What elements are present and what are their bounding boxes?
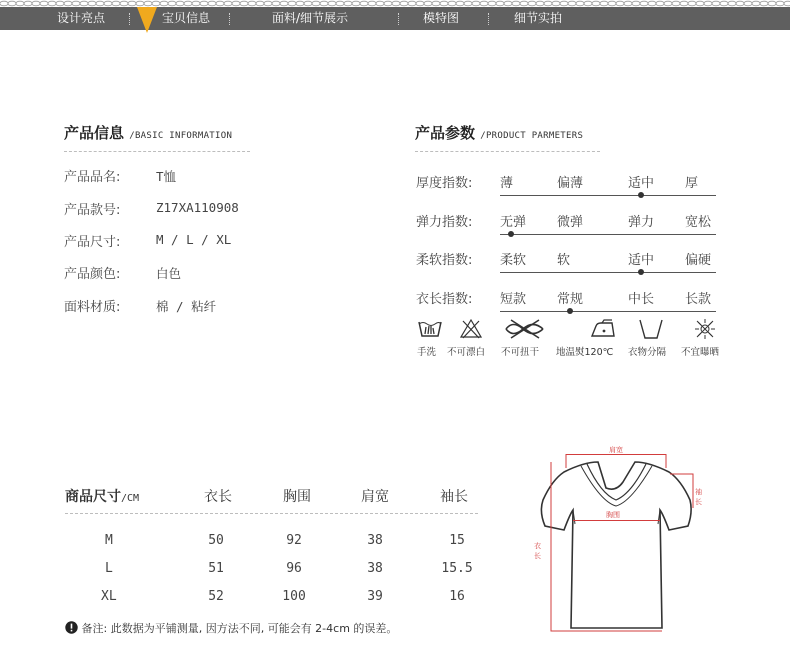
size-label: L [105,561,113,576]
col-header-shoulder: 肩宽 [361,489,389,505]
sleeve-label-1: 袖 [695,488,702,496]
divider [64,151,250,152]
no-wring-icon [503,318,547,340]
param-option: 短款 [500,292,527,307]
param-option: 软 [557,253,571,268]
measurement-note-text: 备注: 此数据为平铺测量, 因方法不同, 可能会有 2-4cm 的误差。 [81,622,398,635]
param-scale-line [500,195,716,196]
param-scale-line [500,311,716,312]
tshirt-outline [541,462,691,628]
info-label-name: 产品品名: [64,170,121,185]
param-label: 柔软指数: [416,253,473,268]
param-scale-line [500,234,716,235]
param-option: 适中 [628,176,655,191]
measurement-note [65,620,397,636]
size-table-heading: 商品尺寸 [65,489,121,505]
size-value: 92 [286,533,302,548]
size-value: 96 [286,561,302,576]
info-icon [65,621,78,634]
param-scale-line [500,272,716,273]
size-value: 51 [208,561,224,576]
tab-model-photos[interactable]: 模特图 [423,11,460,25]
size-value: 15.5 [441,561,473,576]
info-value-material: 棉 / 粘纤 [156,299,217,314]
size-value: 52 [208,589,224,604]
info-label-size: 产品尺寸: [64,235,121,250]
product-params-subtitle: /PRODUCT PARMETERS [480,131,584,141]
care-label-hand-wash: 手洗 [417,347,437,358]
info-label-style-no: 产品款号: [64,203,121,218]
param-option: 长款 [685,292,712,307]
care-label-separate-wash: 衣物分隔 [628,347,667,358]
col-header-sleeve: 袖长 [440,489,468,505]
param-label: 衣长指数: [416,292,473,307]
param-option: 适中 [628,253,655,268]
param-option: 微弹 [557,215,584,230]
top-border-decoration [0,0,790,7]
no-bleach-icon [460,318,482,340]
param-option: 弹力 [628,215,655,230]
length-label-2: 长 [534,552,541,560]
col-header-length: 衣长 [204,489,232,505]
product-params-title: 产品参数 [415,124,476,142]
param-option: 偏薄 [557,176,584,191]
care-label-no-sun: 不宜曝晒 [681,347,720,358]
shoulder-measure-line [566,454,666,455]
param-option: 柔软 [500,253,527,268]
size-value: 15 [449,533,465,548]
param-option: 宽松 [685,215,712,230]
info-label-material: 面料材质: [64,300,121,315]
info-value-style-no: Z17XA110908 [156,200,239,215]
size-value: 38 [367,533,383,548]
table-divider [65,513,478,514]
nav-separator [129,13,130,25]
param-selected-dot [638,192,644,198]
param-option: 偏硬 [685,253,712,268]
param-option: 薄 [500,176,514,191]
param-label: 弹力指数: [416,215,473,230]
tab-detail-photos[interactable]: 细节实拍 [514,11,563,25]
low-iron-icon [588,318,618,340]
col-header-chest: 胸围 [283,489,311,505]
size-value: 16 [449,589,465,604]
care-label-no-bleach: 不可漂白 [447,347,486,358]
nav-separator [398,13,399,25]
param-label: 厚度指数: [416,176,473,191]
info-value-size: M / L / XL [156,232,232,247]
size-value: 100 [282,589,306,604]
param-option: 无弹 [500,215,527,230]
care-label-no-wring: 不可扭干 [501,347,540,358]
tab-design-highlights[interactable]: 设计亮点 [57,11,106,25]
chest-label: 胸围 [606,511,620,519]
param-option: 厚 [685,176,699,191]
nav-bar [0,7,790,30]
param-selected-dot [508,231,514,237]
tab-product-info[interactable]: 宝贝信息 [162,11,211,25]
size-value: 38 [367,561,383,576]
product-info-title: 产品信息 [64,124,125,142]
product-info-subtitle: /BASIC INFORMATION [129,131,233,141]
divider [415,151,600,152]
shoulder-label: 肩宽 [609,446,623,454]
size-label: XL [101,589,117,604]
size-table-title [65,486,139,506]
hand-wash-icon [417,318,443,340]
info-value-name: T恤 [156,169,177,184]
size-value: 39 [367,589,383,604]
info-value-color: 白色 [156,266,182,281]
active-tab-marker [137,7,157,33]
nav-separator [488,13,489,25]
size-label: M [105,533,113,548]
product-info-heading [64,122,232,143]
separate-wash-icon [638,318,664,340]
tshirt-measurement-diagram [521,440,711,640]
no-sun-icon [694,318,716,340]
nav-separator [229,13,230,25]
param-option: 常规 [557,292,584,307]
param-selected-dot [638,269,644,275]
param-selected-dot [567,308,573,314]
product-params-heading [415,122,583,143]
chest-measure-line [573,520,660,521]
info-label-color: 产品颜色: [64,267,121,282]
param-option: 中长 [628,292,655,307]
tab-fabric-details[interactable]: 面料/细节展示 [272,11,349,25]
size-table-unit: /CM [121,493,140,504]
sleeve-label-2: 长 [695,498,702,506]
size-value: 50 [208,533,224,548]
care-label-low-iron: 地温熨120℃ [556,347,614,358]
length-label-1: 衣 [534,542,541,550]
